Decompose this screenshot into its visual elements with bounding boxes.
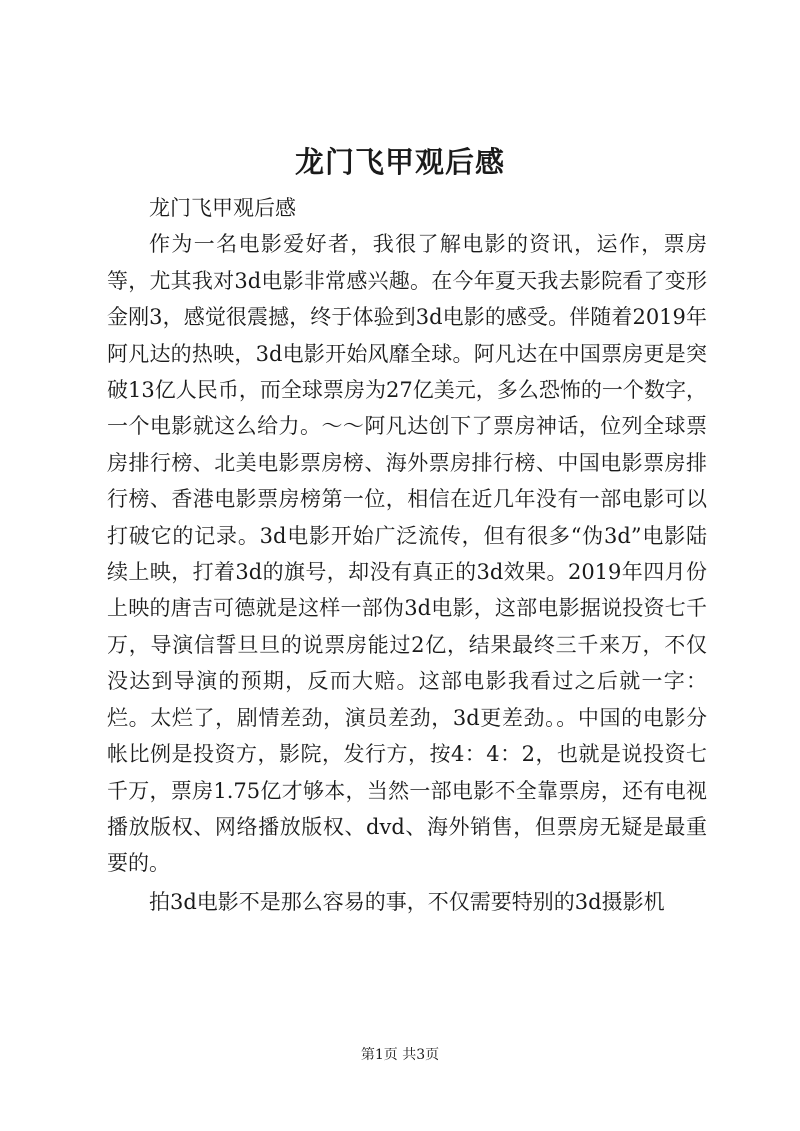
paragraph-subtitle: 龙门飞甲观后感 bbox=[149, 196, 296, 220]
paragraph-main: 作为一名电影爱好者，我很了解电影的资讯，运作，票房等，尤其我对3d电影非常感兴趣。在今年夏天我去影院看了变形金刚3，感觉很震撼，终于体验到3d电影的感受。伴随着2019年阿凡达的热映，3d电影开始风靡全球。阿凡达在中国票房更是突破13亿人民币，而全球票房为27亿美元，多么恐怖的一个数字，一个电影就这么给力。～～阿凡达创下了票房神话，位列全球票房排行榜、北美电影票房榜、海外票房排行榜、中国电影票房排行榜、香港电影票房榜第一位，相信在近几年没有一部电影可以打破它的记录。3d电影开始广泛流传，但有很多“伪3d”电影陆续上映，打着3d的旗号，却没有真正的3d效果。2019年四月份上映的唐吉可德就是这样一部伪3d电影，这部电影据说投资七千万，导演信誓旦旦的说票房能过2亿，结果最终三千来万，不仅没达到导演的预期，反而大赔。这部电影我看过之后就一字：烂。太烂了，剧情差劲，演员差劲，3d更差劲。。中国的电影分帐比例是投资方，影院，发行方，按4：4：2，也就是说投资七千万，票房1.75亿才够本，当然一部电影不全靠票房，还有电视播放版权、网络播放版权、dvd、海外销售，但票房无疑是最重要的。 bbox=[107, 232, 707, 876]
document-body bbox=[107, 190, 707, 920]
paragraph-continuation: 拍3d电影不是那么容易的事，不仅需要特别的3d摄影机 bbox=[149, 889, 665, 914]
page-footer: 第1页 共3页 bbox=[360, 1047, 440, 1063]
page-title: 龙门飞甲观后感 bbox=[294, 145, 505, 179]
